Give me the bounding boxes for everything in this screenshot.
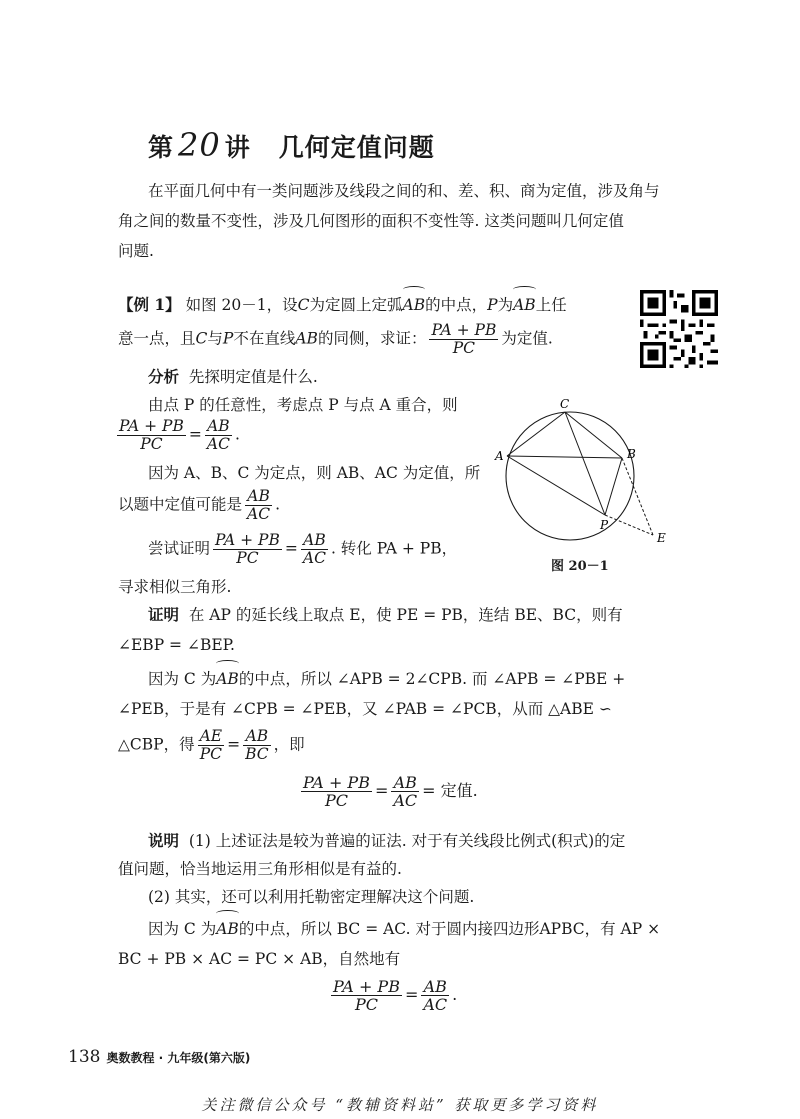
example-text: 为定值. (501, 329, 553, 348)
proof-text: ，即 (273, 735, 305, 754)
analysis-tag: 分析 (148, 367, 180, 386)
proof-line-4: ∠PEB，于是有 ∠CPB = ∠PEB，又 ∠PAB = ∠PCB，从而 △ABE ∽ (118, 700, 612, 718)
proof-text: 在 AP 的延长线上取点 E，使 PE = PB，连结 BE、BC，则有 (188, 606, 623, 624)
numerator: AB (301, 532, 328, 550)
denominator: AC (247, 505, 271, 523)
watermark-banner: 关注微信公众号 “教辅资料站” 获取更多学习资料 (201, 1096, 599, 1114)
fraction (301, 774, 372, 809)
remark-line-1 (148, 826, 625, 856)
proof-line-1 (148, 600, 623, 630)
fraction (243, 728, 271, 763)
numerator: PA + PB (431, 321, 497, 339)
fraction (429, 322, 498, 357)
example-tag: 【例 1】 (118, 295, 181, 314)
segment-cp (565, 412, 605, 515)
analysis-line-6 (148, 532, 457, 567)
proof-line-3 (148, 664, 625, 694)
segment-pe (605, 515, 653, 535)
analysis-line-1 (148, 362, 318, 392)
denominator: AC (393, 791, 418, 810)
example-line-2 (118, 322, 553, 357)
example-text: 为定圆上定弧 (309, 296, 403, 314)
example-text: 意一点，且 (118, 329, 196, 348)
numerator: AB (243, 728, 271, 746)
fraction (117, 418, 186, 453)
analysis-text: 尝试证明 (148, 539, 211, 558)
equation-tail: = 定值. (422, 781, 478, 800)
period: . (452, 985, 458, 1004)
remark-text: 因为 C 为 (148, 920, 217, 938)
fraction (421, 978, 449, 1013)
example-text: 不在直线 (233, 329, 296, 348)
segment-be (622, 458, 653, 535)
numerator: AE (199, 727, 223, 745)
analysis-text: 以题中定值可能是 (118, 495, 243, 514)
denominator: PC (324, 791, 348, 810)
fraction (301, 532, 328, 567)
fraction (391, 774, 419, 809)
example-text: 为 (497, 296, 514, 314)
figure-caption: 图 20－1 (551, 559, 609, 574)
figure-20-1 (490, 398, 680, 550)
numerator: AB (421, 978, 449, 996)
fraction (198, 728, 225, 763)
numerator: AB (245, 488, 272, 506)
analysis-line-5 (118, 488, 280, 523)
title-mid: 讲 (224, 133, 251, 162)
page-footer (68, 1047, 250, 1067)
period: . (275, 495, 281, 514)
example-line-1 (118, 290, 567, 320)
segment-ap (507, 456, 605, 515)
fraction (331, 978, 402, 1013)
var-c: C (297, 296, 310, 314)
arc-ab: AB (513, 290, 536, 320)
var-c: C (195, 329, 208, 348)
segment-ab (507, 456, 622, 458)
denominator: PC (236, 549, 259, 567)
intro-line-3: 问题. (118, 242, 154, 260)
denominator: AC (423, 995, 448, 1014)
denominator: AC (302, 549, 326, 567)
point-label-e: E (657, 531, 666, 545)
arc-ab: AB (403, 290, 426, 320)
arc-ab: AB (216, 664, 239, 694)
remark-line-5: BC + PB × AC = PC × AB，自然地有 (118, 950, 401, 968)
qr-code[interactable] (640, 290, 718, 368)
var-p: P (222, 329, 234, 348)
proof-tag: 证明 (148, 605, 180, 624)
equals: = (374, 781, 389, 800)
page-title (148, 126, 435, 164)
fraction (205, 418, 232, 453)
remark-line-4 (148, 914, 660, 944)
denominator: BC (245, 745, 269, 763)
example-text: 的中点， (425, 296, 488, 314)
proof-text: 因为 C 为 (148, 670, 217, 688)
equals: = (404, 985, 419, 1004)
numerator: AB (205, 418, 232, 436)
point-label-c: C (560, 398, 570, 411)
equals: = (227, 735, 241, 754)
analysis-line-3 (114, 418, 240, 453)
example-text: 如图 20－1，设 (185, 296, 298, 314)
example-text: 上任 (535, 296, 567, 314)
analysis-line-4: 因为 A、B、C 为定点，则 AB、AC 为定值，所 (148, 464, 481, 482)
title-number: 20 (178, 126, 221, 164)
numerator: PA + PB (303, 773, 370, 792)
numerator: PA + PB (215, 531, 280, 549)
var-ab: AB (295, 329, 318, 348)
proof-text: △CBP，得 (118, 735, 195, 754)
numerator: PA + PB (333, 977, 400, 996)
remark-tag: 说明 (148, 831, 180, 850)
proof-text: 的中点，所以 ∠APB = 2∠CPB. 而 ∠APB = ∠PBE + (238, 670, 626, 688)
display-equation-1 (298, 774, 478, 809)
display-equation-2 (328, 978, 457, 1013)
intro-line-2: 角之间的数量不变性，涉及几何图形的面积不变性等. 这类问题叫几何定值 (118, 212, 624, 230)
example-text: 与 (207, 329, 223, 348)
denominator: AC (206, 435, 230, 453)
remark-line-3: (2) 其实，还可以利用托勒密定理解决这个问题. (148, 888, 475, 906)
denominator: PC (354, 995, 378, 1014)
arc-ab: AB (216, 914, 239, 944)
intro-line-1: 在平面几何中有一类问题涉及线段之间的和、差、积、商为定值，涉及角与 (148, 182, 660, 200)
denominator: PC (199, 745, 223, 763)
fraction (245, 488, 272, 523)
proof-line-5 (118, 728, 305, 763)
circle (506, 412, 634, 540)
proof-line-2: ∠EBP = ∠BEP. (118, 636, 235, 654)
remark-text: 的中点，所以 BC = AC. 对于圆内接四边形APBC，有 AP × (238, 920, 661, 938)
denominator: PC (452, 339, 476, 357)
analysis-text: 先探明定值是什么. (188, 368, 318, 386)
page-number: 138 (68, 1047, 101, 1067)
point-label-b: B (627, 447, 636, 461)
segment-bp (605, 458, 622, 515)
var-p: P (487, 296, 498, 314)
point-label-p: P (600, 518, 609, 532)
remark-text: (1) 上述证法是较为普遍的证法. 对于有关线段比例式(积式)的定 (188, 832, 626, 850)
fraction (213, 532, 282, 567)
segment-ca (507, 412, 565, 456)
title-text: 几何定值问题 (278, 133, 435, 162)
title-prefix: 第 (148, 133, 175, 162)
analysis-line-2: 由点 P 的任意性，考虑点 P 与点 A 重合，则 (148, 396, 458, 414)
equals: = (284, 539, 298, 558)
example-text: 的同侧，求证： (317, 329, 427, 348)
book-title: 奥数教程 · 九年级(第六版) (106, 1051, 251, 1065)
period: . (234, 425, 240, 444)
numerator: PA + PB (119, 417, 184, 435)
remark-line-2: 值问题，恰当地运用三角形相似是有益的. (118, 860, 402, 878)
equals: = (188, 425, 202, 444)
numerator: AB (391, 774, 419, 792)
denominator: PC (140, 435, 163, 453)
point-label-a: A (495, 449, 504, 463)
analysis-line-7: 寻求相似三角形. (118, 578, 232, 596)
analysis-text: . 转化 PA + PB， (330, 539, 458, 558)
